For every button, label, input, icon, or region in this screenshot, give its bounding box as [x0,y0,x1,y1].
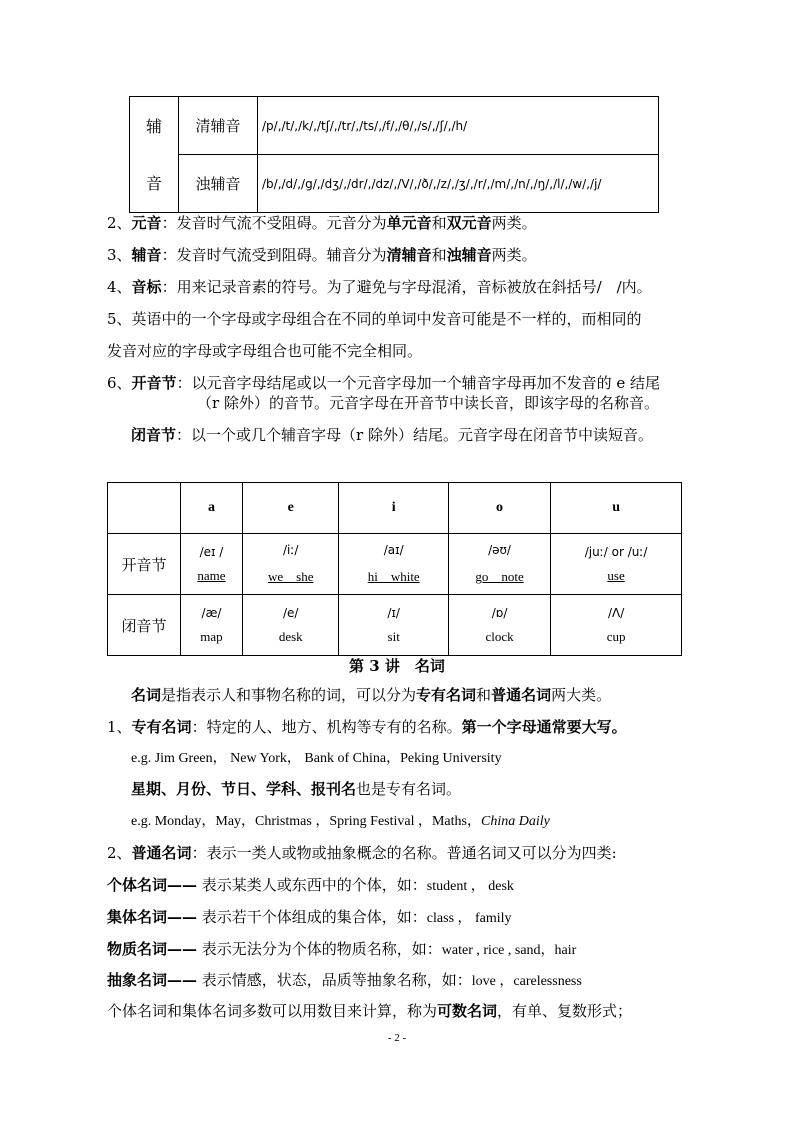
category-char-1: 辅 [145,116,162,136]
page-number: - 2 - [387,1032,407,1044]
countable-note: 个体名词和集体名词多数可以用数目来计算，称为可数名词，有单、复数形式； [107,1002,633,1020]
item-consonant: 3、辅音：发音时气流受到阻碍。辅音分为清辅音和浊辅音两类。 [107,246,537,264]
proper-noun-example: e.g. Jim Green， New York， Bank of China，Peking University [131,751,502,766]
vowel-header: u [551,483,682,534]
item-open-syllable-cont: （r 除外）的音节。元音字母在开音节中读长音，即该字母的名称音。 [197,394,659,412]
proper-noun-note: 星期、月份、节日、学科、报刊名也是专有名词。 [131,780,462,798]
closed-cell-a: /æ/ map [181,595,243,656]
collective-noun: 集体名词—— 表示若干个体组成的集合体，如：class ， family [107,908,512,926]
individual-noun: 个体名词—— 表示某类人或东西中的个体，如：student ， desk [107,876,514,894]
open-cell-e: /iː/ we she [242,534,339,595]
category-char-2: 音 [145,173,162,193]
abstract-noun: 抽象名词—— 表示情感，状态，品质等抽象名称，如：love ，carelessness [107,971,582,989]
proper-noun-example-2: e.g. Monday，May，Christmas ，Spring Festival ，Maths，China Daily [131,814,550,829]
lecture-title: 第 3 讲 名词 [349,657,445,675]
voiceless-label: 清辅音 [179,97,258,155]
material-noun: 物质名词—— 表示无法分为个体的物质名称，如：water , rice , sand，hair [107,940,577,958]
vowel-corner-cell [108,483,181,534]
open-cell-o: /əʊ/ go note [448,534,550,595]
closed-cell-u: /Λ/ cup [551,595,682,656]
common-noun-heading: 2、普通名词：表示一类人或物或抽象概念的名称。普通名词又可以分为四类: [107,844,617,862]
item-phonetic-symbol: 4、音标：用来记录音素的符号。为了避免与字母混淆，音标被放在斜括号/ /内。 [107,278,652,296]
closed-syllable-label: 闭音节 [108,595,181,656]
noun-intro: 名词是指表示人和事物名称的词，可以分为专有名词和普通名词两大类。 [131,686,612,704]
vowel-header: a [181,483,243,534]
item-open-syllable: 6、开音节：以元音字母结尾或以一个元音字母加一个辅音字母再加不发音的 e 结尾 [107,374,660,392]
voiced-label: 浊辅音 [179,155,258,213]
consonant-table [129,96,659,213]
vowel-table [107,482,682,656]
open-cell-i: /aɪ/ hi white [339,534,448,595]
proper-noun-heading: 1、专有名词：特定的人、地方、机构等专有的名称。第一个字母通常要大写。 [107,718,627,736]
vowel-header: i [339,483,448,534]
closed-cell-i: /ɪ/ sit [339,595,448,656]
item5-line2: 发音对应的字母或字母组合也可能不完全相同。 [107,342,423,360]
voiced-ipa: /b/,/d/,/g/,/dʒ/,/dr/,/dz/,/V/,/ð/,/z/,/ʒ/,/r/,/m/,/n/,/ŋ/,/l/,/w/,/j/ [258,155,659,213]
open-cell-u: /juː/ or /uː/ use [551,534,682,595]
open-syllable-label: 开音节 [108,534,181,595]
item-closed-syllable: 闭音节：以一个或几个辅音字母（r 除外）结尾。元音字母在闭音节中读短音。 [131,426,653,444]
closed-cell-e: /e/ desk [242,595,339,656]
open-cell-a: /eɪ / name [181,534,243,595]
vowel-header: e [242,483,339,534]
voiceless-ipa: /p/,/t/,/k/,/tʃ/,/tr/,/ts/,/f/,/θ/,/s/,/ʃ/,/h/ [258,97,659,155]
vowel-header: o [448,483,550,534]
item5-line1: 5、英语中的一个字母或字母组合在不同的单词中发音可能是不一样的，而相同的 [107,310,642,328]
consonant-category-cell [130,97,179,213]
item-vowel: 2、元音：发音时气流不受阻碍。元音分为单元音和双元音两类。 [107,214,537,232]
closed-cell-o: /ɒ/ clock [448,595,550,656]
